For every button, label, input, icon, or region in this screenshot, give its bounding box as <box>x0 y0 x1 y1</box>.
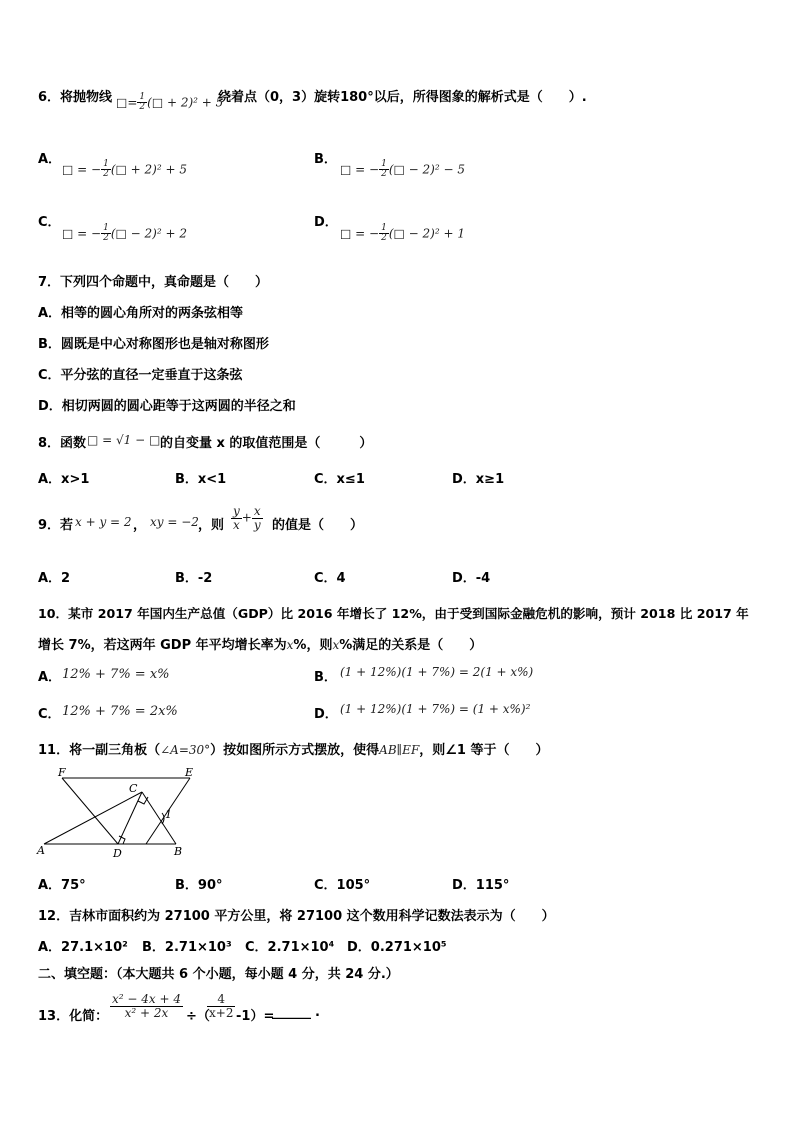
q6-stem-after: 绕着点（0，3）旋转180°以后，所得图象的解析式是（ ）. <box>218 90 587 105</box>
q10-stem-line1: 10．某市 2017 年国内生产总值（GDP）比 2016 年增长了 12%，由于受到国际金融危机的影响，预计 2018 比 2017 年 <box>38 606 749 621</box>
section-2-heading: 二、填空题：（本大题共 6 个小题，每小题 4 分，共 24 分.） <box>38 967 399 982</box>
q6-given-formula: □= $\frac{1}{2}$ (□ + 2)² + 5 <box>116 92 224 113</box>
q6-option-b-label: B． <box>314 152 337 167</box>
q10-option-c: 12% + 7% = 2x% <box>62 704 178 719</box>
q9-option-a: A．2 <box>38 571 71 586</box>
line-ac <box>44 792 142 844</box>
label-e: E <box>185 766 194 779</box>
q11-option-c: C．105° <box>314 878 371 893</box>
q13-minus-one: -1）= <box>236 1009 275 1024</box>
q8-option-c: C．x≤1 <box>314 472 365 487</box>
q6-option-d-formula: □ = − $\frac{1}{2}$ (□ − 2)² + 1 <box>340 223 465 244</box>
label-f: F <box>58 766 66 779</box>
q8-option-d: D．x≥1 <box>452 472 505 487</box>
q13-end: . <box>315 1005 320 1020</box>
label-c: C <box>129 782 138 795</box>
q12-option-b: B．2.71×10³ <box>142 940 232 955</box>
q10-option-d-label: D． <box>314 707 338 722</box>
label-b: B <box>174 845 183 858</box>
q10-option-a-label: A． <box>38 670 62 685</box>
q13-stem-before: 13．化简： <box>38 1009 109 1024</box>
q8-option-a: A．x>1 <box>38 472 90 487</box>
q9-option-c: C．4 <box>314 571 346 586</box>
q9-stem-before: 9．若 <box>38 518 74 533</box>
q10-option-c-label: C． <box>38 707 61 722</box>
q6-option-c-formula: □ = − $\frac{1}{2}$ (□ − 2)² + 2 <box>62 223 187 244</box>
q9-condition-2: xy = −2 <box>150 515 199 529</box>
q9-expression: $\frac{y}{x}$ + $\frac{x}{y}$ <box>233 504 261 532</box>
q7-option-b: B．圆既是中心对称图形也是轴对称图形 <box>38 337 269 352</box>
q9-stem-after: 的值是（ ） <box>272 518 364 533</box>
label-a: A <box>37 844 45 857</box>
q11-stem: 11．将一副三角板（∠A=30°）按如图所示方式摆放，使得AB∥EF，则∠1 等于（ ） <box>38 743 549 758</box>
q6-option-b-formula: □ = − $\frac{1}{2}$ (□ − 2)² − 5 <box>340 159 465 180</box>
line-fd <box>62 778 118 844</box>
q12-option-a: A．27.1×10² <box>38 940 128 955</box>
q6-option-c-label: C． <box>38 215 61 230</box>
q11-option-d: D．115° <box>452 878 510 893</box>
q6-option-d-label: D． <box>314 215 338 230</box>
q12-stem: 12．吉林市面积约为 27100 平方公里，将 27100 这个数用科学记数法表示为（ ） <box>38 909 555 924</box>
q7-stem: 7．下列四个命题中，真命题是（ ） <box>38 275 269 290</box>
q10-option-d: (1 + 12%)(1 + 7%) = (1 + x%)² <box>340 702 531 716</box>
label-1: 1 <box>165 808 172 821</box>
q7-option-c: C．平分弦的直径一定垂直于这条弦 <box>38 368 243 383</box>
q13-fraction-2: $\frac{4}{x+2}$ <box>209 992 234 1020</box>
q10-stem-line2: 增长 7%，若这两年 GDP 年平均增长率为x%，则x%满足的关系是（ ） <box>38 638 483 653</box>
triangle-figure <box>34 764 204 860</box>
q9-separator: ， <box>133 518 147 533</box>
q8-option-b: B．x<1 <box>175 472 227 487</box>
q8-stem-before: 8．函数 <box>38 436 87 451</box>
q7-option-a: A．相等的圆心角所对的两条弦相等 <box>38 306 244 321</box>
q9-option-d: D．-4 <box>452 571 491 586</box>
q9-condition-1: x + y = 2 <box>75 515 132 529</box>
q13-fraction-1: $\frac{\text{x² − 4x + 4}}{\text{x² + 2x}}$ <box>112 992 181 1020</box>
q10-option-a: 12% + 7% = x% <box>62 667 170 682</box>
q12-option-c: C．2.71×10⁴ <box>245 940 335 955</box>
q12-option-d: D．0.271×10⁵ <box>347 940 447 955</box>
q7-option-d: D．相切两圆的圆心距等于这两圆的半径之和 <box>38 399 296 414</box>
q13-divide: ÷（ <box>186 1009 210 1024</box>
q11-option-a: A．75° <box>38 878 86 893</box>
q10-option-b: (1 + 12%)(1 + 7%) = 2(1 + x%) <box>340 665 534 679</box>
q13-answer-blank[interactable]: ______ <box>272 1005 311 1020</box>
q8-formula: □ = √1 − □ <box>87 433 161 447</box>
q9-option-b: B．-2 <box>175 571 213 586</box>
q9-then: ，则 <box>198 518 225 533</box>
line-dc <box>118 792 142 844</box>
q11-option-b: B．90° <box>175 878 223 893</box>
q10-option-b-label: B． <box>314 670 337 685</box>
label-d: D <box>113 847 122 860</box>
q8-stem-after: 的自变量 x 的取值范围是（ ） <box>160 436 373 451</box>
q6-option-a-formula: □ = − $\frac{1}{2}$ (□ + 2)² + 5 <box>62 159 187 180</box>
q6-stem-before: 6．将抛物线 <box>38 90 113 105</box>
q6-option-a-label: A． <box>38 152 62 167</box>
